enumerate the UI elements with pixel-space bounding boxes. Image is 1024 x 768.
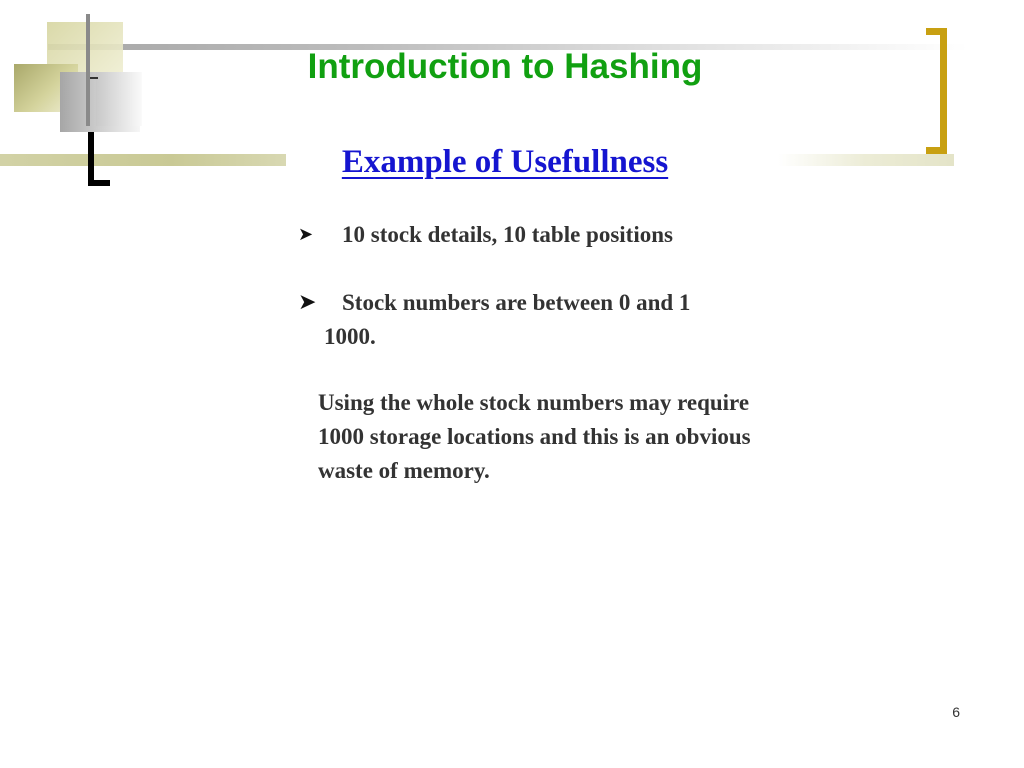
bullet-text: 10 stock details, 10 table positions — [342, 222, 673, 247]
gold-bracket-vertical — [940, 28, 947, 154]
olive-bar-right — [778, 154, 954, 166]
bullet-text-line2: 1000. — [324, 324, 376, 349]
arrowhead-bullet-icon: ➤ — [298, 290, 317, 315]
bullet-item — [298, 218, 778, 252]
black-l-shape-vertical — [88, 132, 94, 186]
vertical-gray-line — [86, 14, 90, 126]
slide-title: Introduction to Hashing — [307, 47, 703, 86]
slide-body — [298, 218, 778, 488]
black-l-shape-horizontal — [88, 180, 110, 186]
arrowhead-bullet-icon: ➤ — [298, 224, 314, 245]
explanation-paragraph: Using the whole stock numbers may require 1000 storage locations and this is an obvious waste of memory. — [318, 390, 751, 483]
gold-bracket-bottom — [926, 147, 947, 154]
slide-subtitle-link[interactable]: Example of Usefullness — [341, 144, 669, 180]
small-tick-decoration — [90, 77, 98, 79]
page-number: 6 — [952, 704, 960, 720]
bullet-text-line1: Stock numbers are between 0 and 1 — [342, 290, 691, 315]
bullet-item — [298, 286, 778, 354]
gray-square-inner-decoration — [96, 72, 142, 126]
